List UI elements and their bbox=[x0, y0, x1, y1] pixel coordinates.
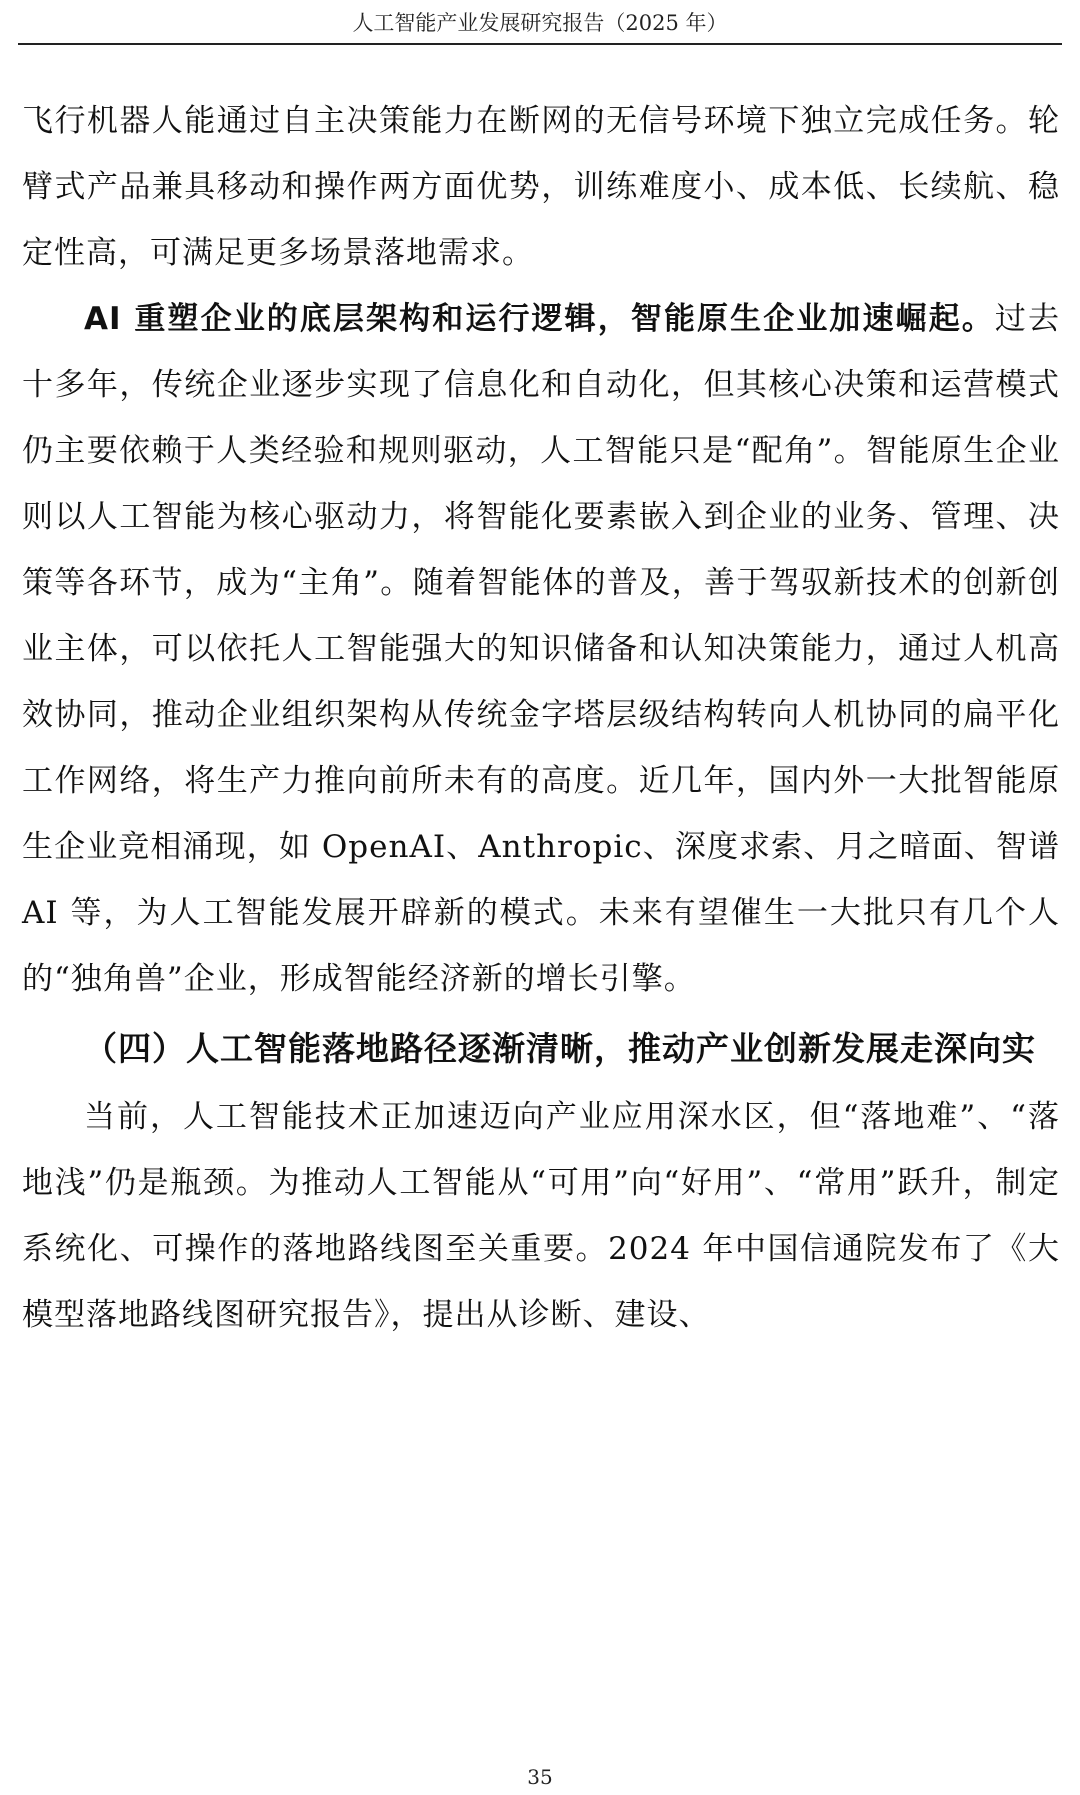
section-heading: （四）人工智能落地路径逐渐清晰，推动产业创新发展走深向实 bbox=[84, 1029, 1036, 1068]
paragraph-flying-robots: 飞行机器人能通过自主决策能力在断网的无信号环境下独立完成任务。轮臂式产品兼具移动和操作两方面优势，训练难度小、成本低、长续航、稳定性高，可满足更多场景落地需求。 bbox=[22, 103, 1060, 271]
header-divider bbox=[18, 43, 1062, 45]
page-number: 35 bbox=[527, 1765, 553, 1789]
paragraph-deployment-roadmap: 当前，人工智能技术正加速迈向产业应用深水区，但“落地难”、“落地浅”仍是瓶颈。为推动人工智能从“可用”向“好用”、“常用”跃升，制定系统化、可操作的落地路线图至关重要。2024 年中国信通院发布了《大模型落地路线图研究报告》，提出从诊断、建设、 bbox=[22, 1099, 1060, 1333]
paragraph-body-text: 过去十多年，传统企业逐步实现了信息化和自动化，但其核心决策和运营模式仍主要依赖于人类经验和规则驱动，人工智能只是“配角”。智能原生企业则以人工智能为核心驱动力，将智能化要素嵌入到企业的业务、管理、决策等各环节，成为“主角”。随着智能体的普及，善于驾驭新技术的创新创业主体，可以依托人工智能强大的知识储备和认知决策能力，通过人机高效协同，推动企业组织架构从传统金字塔层级结构转向人机协同的扁平化工作网络，将生产力推向前所未有的高度。近几年，国内外一大批智能原生企业竞相涌现，如 OpenAI、Anthropic、深度求索、月之暗面、智谱 AI 等，为人工智能发展开辟新的模式。未来有望催生一大批只有几个人的“独角兽”企业，形成智能经济新的增长引擎。 bbox=[22, 301, 1061, 997]
page-content bbox=[22, 88, 1060, 1348]
paragraph-lead-sentence: AI 重塑企业的底层架构和运行逻辑，智能原生企业加速崛起。 bbox=[84, 301, 995, 337]
page-header-title: 人工智能产业发展研究报告（2025 年） bbox=[352, 11, 728, 35]
paragraph-intelligent-native-enterprises bbox=[22, 286, 1060, 1012]
